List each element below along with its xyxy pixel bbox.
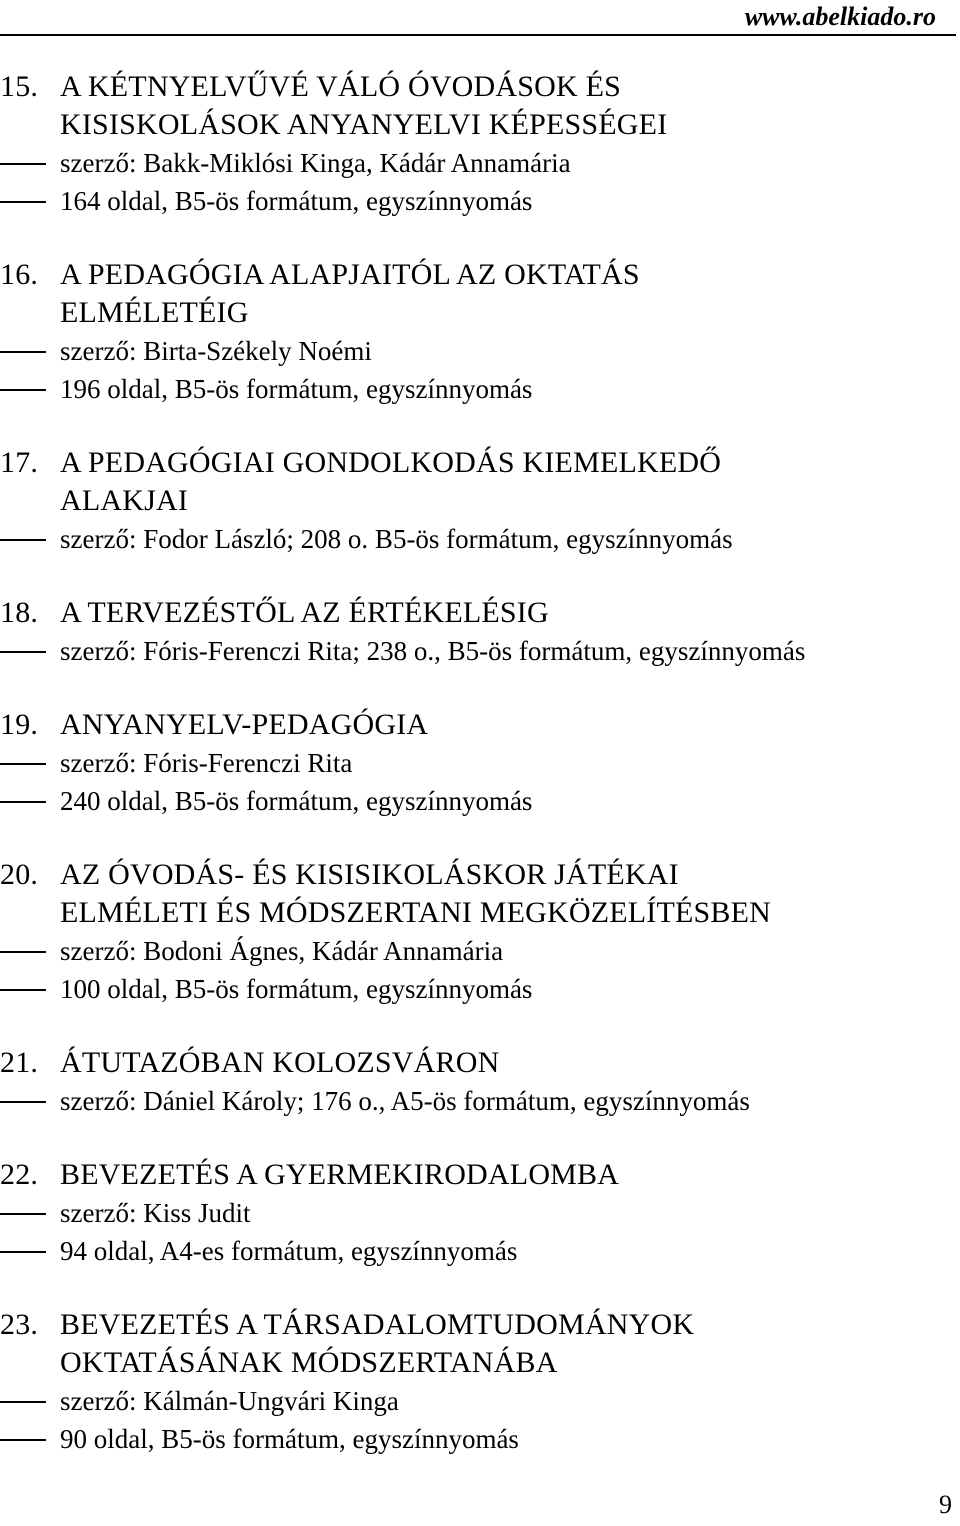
book-detail xyxy=(0,782,958,820)
book-entry xyxy=(0,68,958,220)
book-title-line: ELMÉLETÉIG xyxy=(60,296,249,329)
publisher-url: www.abelkiado.ro xyxy=(744,2,936,31)
book-entry xyxy=(0,1156,958,1270)
entry-number: 18. xyxy=(0,596,39,629)
page-number: 9 xyxy=(939,1490,952,1519)
book-detail xyxy=(0,144,958,182)
book-detail xyxy=(0,1194,958,1232)
book-detail xyxy=(0,1082,958,1120)
book-detail-text: szerző: Fóris-Ferenczi Rita xyxy=(60,748,353,778)
book-detail xyxy=(0,1382,958,1420)
book-detail-text: 94 oldal, A4-es formátum, egyszínnyomás xyxy=(60,1236,518,1266)
entry-number: 15. xyxy=(0,70,39,103)
book-title-line: A TERVEZÉSTŐL AZ ÉRTÉKELÉSIG xyxy=(60,596,549,629)
dash-bullet-icon xyxy=(0,763,46,765)
book-title xyxy=(0,482,958,520)
book-title-line: A PEDAGÓGIA ALAPJAITÓL AZ OKTATÁS xyxy=(60,258,640,291)
header-divider xyxy=(0,34,956,36)
book-detail xyxy=(0,520,958,558)
book-entry xyxy=(0,856,958,1008)
book-title-line: A KÉTNYELVŰVÉ VÁLÓ ÓVODÁSOK ÉS xyxy=(60,70,621,103)
entry-number: 23. xyxy=(0,1308,39,1341)
book-title-line: ANYANYELV-PEDAGÓGIA xyxy=(60,708,429,741)
entry-number: 17. xyxy=(0,446,39,479)
book-title xyxy=(0,1306,958,1344)
book-detail-text: szerző: Kálmán-Ungvári Kinga xyxy=(60,1386,399,1416)
book-detail-text: 164 oldal, B5-ös formátum, egyszínnyomás xyxy=(60,186,533,216)
book-detail-text: szerző: Fóris-Ferenczi Rita; 238 o., B5-ös formátum, egyszínnyomás xyxy=(60,636,806,666)
book-entry xyxy=(0,1306,958,1458)
book-title-line: OKTATÁSÁNAK MÓDSZERTANÁBA xyxy=(60,1346,558,1379)
entry-number: 21. xyxy=(0,1046,39,1079)
book-title-line: BEVEZETÉS A TÁRSADALOMTUDOMÁNYOK xyxy=(60,1308,695,1341)
book-title xyxy=(0,706,958,744)
book-title-line: KISISKOLÁSOK ANYANYELVI KÉPESSÉGEI xyxy=(60,108,668,141)
book-title xyxy=(0,256,958,294)
book-title-line: A PEDAGÓGIAI GONDOLKODÁS KIEMELKEDŐ xyxy=(60,446,722,479)
book-detail xyxy=(0,1420,958,1458)
book-detail-text: szerző: Bodoni Ágnes, Kádár Annamária xyxy=(60,936,504,966)
book-title xyxy=(0,594,958,632)
book-title xyxy=(0,856,958,894)
dash-bullet-icon xyxy=(0,1251,46,1253)
book-detail xyxy=(0,932,958,970)
book-detail xyxy=(0,332,958,370)
book-entry xyxy=(0,1044,958,1120)
book-detail xyxy=(0,370,958,408)
book-title xyxy=(0,1344,958,1382)
book-title-line: ALAKJAI xyxy=(60,484,189,517)
book-title xyxy=(0,68,958,106)
book-detail-text: 240 oldal, B5-ös formátum, egyszínnyomás xyxy=(60,786,533,816)
book-detail-text: 196 oldal, B5-ös formátum, egyszínnyomás xyxy=(60,374,533,404)
book-detail-text: szerző: Bakk-Miklósi Kinga, Kádár Annamária xyxy=(60,148,571,178)
book-title-line: ELMÉLETI ÉS MÓDSZERTANI MEGKÖZELÍTÉSBEN xyxy=(60,896,772,929)
dash-bullet-icon xyxy=(0,801,46,803)
entry-number: 22. xyxy=(0,1158,39,1191)
book-detail xyxy=(0,970,958,1008)
book-title xyxy=(0,1156,958,1194)
dash-bullet-icon xyxy=(0,951,46,953)
book-entry xyxy=(0,256,958,408)
book-entry xyxy=(0,706,958,820)
dash-bullet-icon xyxy=(0,651,46,653)
book-entry xyxy=(0,444,958,558)
book-detail xyxy=(0,632,958,670)
entry-number: 20. xyxy=(0,858,39,891)
book-detail xyxy=(0,182,958,220)
book-detail-text: szerző: Fodor László; 208 o. B5-ös formátum, egyszínnyomás xyxy=(60,524,733,554)
dash-bullet-icon xyxy=(0,1101,46,1103)
book-title xyxy=(0,894,958,932)
dash-bullet-icon xyxy=(0,163,46,165)
book-entry xyxy=(0,594,958,670)
book-title xyxy=(0,1044,958,1082)
book-title-line: AZ ÓVODÁS- ÉS KISISIKOLÁSKOR JÁTÉKAI xyxy=(60,858,679,891)
book-title xyxy=(0,444,958,482)
dash-bullet-icon xyxy=(0,1439,46,1441)
book-detail xyxy=(0,1232,958,1270)
book-detail-text: szerző: Kiss Judit xyxy=(60,1198,251,1228)
book-title xyxy=(0,294,958,332)
dash-bullet-icon xyxy=(0,989,46,991)
dash-bullet-icon xyxy=(0,351,46,353)
entry-number: 19. xyxy=(0,708,39,741)
dash-bullet-icon xyxy=(0,389,46,391)
book-detail-text: szerző: Birta-Székely Noémi xyxy=(60,336,372,366)
book-title-line: BEVEZETÉS A GYERMEKIRODALOMBA xyxy=(60,1158,620,1191)
book-detail xyxy=(0,744,958,782)
dash-bullet-icon xyxy=(0,539,46,541)
book-list xyxy=(0,68,958,1494)
dash-bullet-icon xyxy=(0,1401,46,1403)
book-title xyxy=(0,106,958,144)
book-detail-text: 100 oldal, B5-ös formátum, egyszínnyomás xyxy=(60,974,533,1004)
book-detail-text: szerző: Dániel Károly; 176 o., A5-ös formátum, egyszínnyomás xyxy=(60,1086,750,1116)
book-title-line: ÁTUTAZÓBAN KOLOZSVÁRON xyxy=(60,1046,500,1079)
dash-bullet-icon xyxy=(0,1213,46,1215)
entry-number: 16. xyxy=(0,258,39,291)
book-detail-text: 90 oldal, B5-ös formátum, egyszínnyomás xyxy=(60,1424,519,1454)
dash-bullet-icon xyxy=(0,201,46,203)
